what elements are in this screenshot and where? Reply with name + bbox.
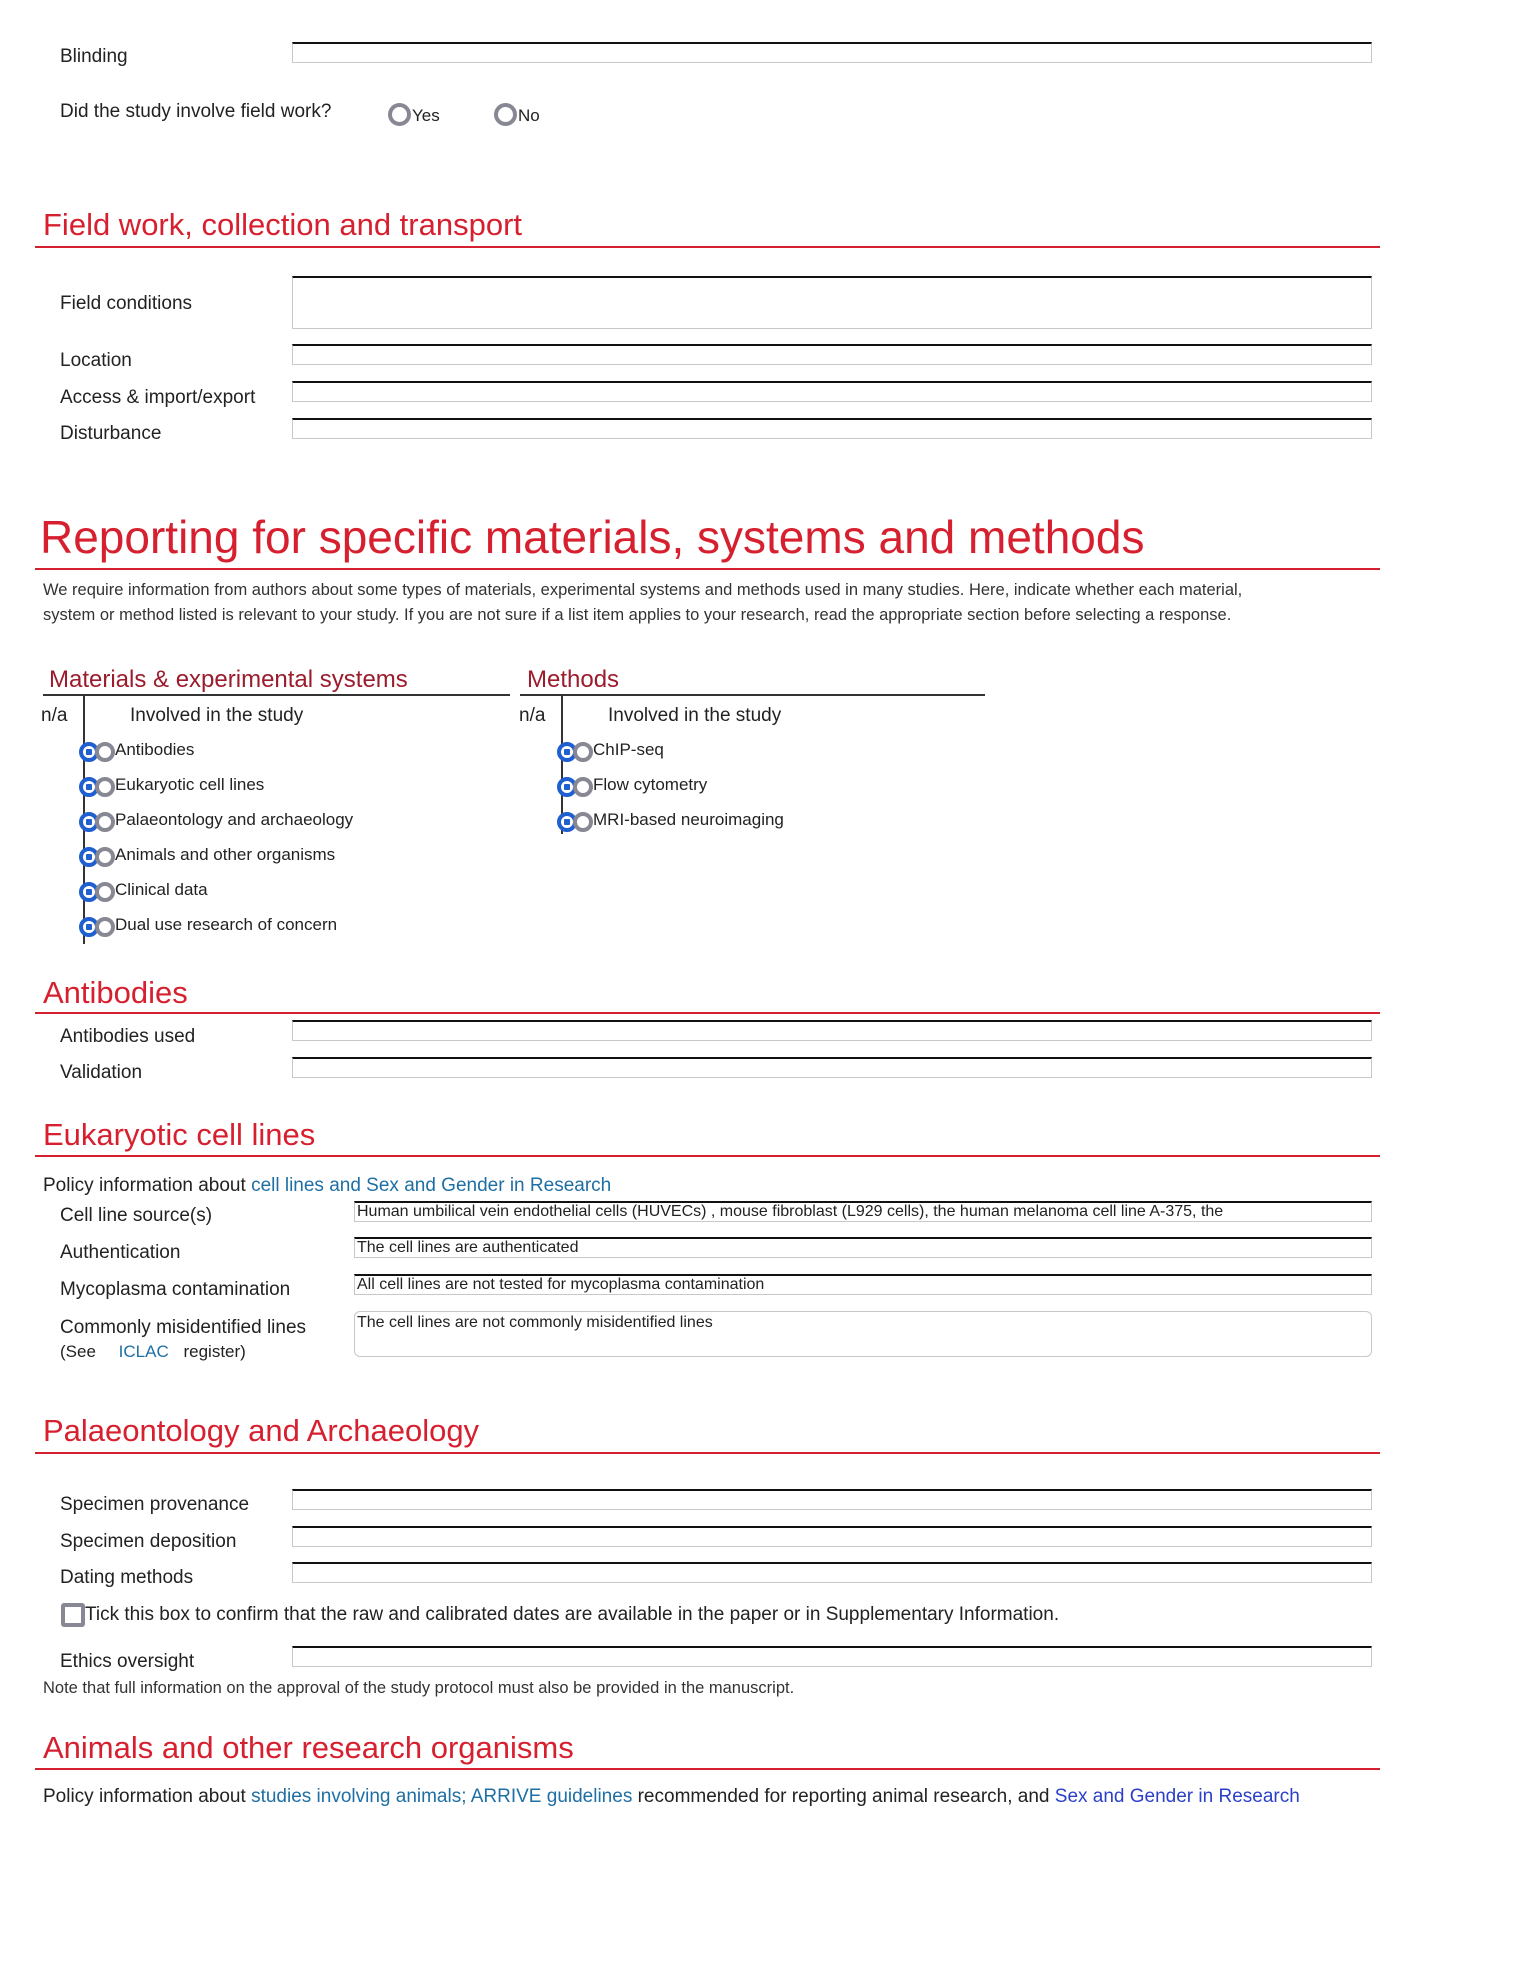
- arrive-link[interactable]: studies involving animals; ARRIVE guidelines: [251, 1786, 633, 1807]
- ethics-label: Ethics oversight: [60, 1651, 195, 1672]
- involved-checkbox[interactable]: [573, 777, 593, 797]
- palaeo-rule: [35, 1452, 1380, 1454]
- misidentified-label: Commonly misidentified lines: [60, 1317, 307, 1338]
- methods-title: Methods: [527, 666, 620, 693]
- involved-checkbox[interactable]: [573, 742, 593, 762]
- materials-item-label: Antibodies: [115, 740, 195, 759]
- validation-label: Validation: [60, 1062, 143, 1083]
- reporting-intro-line2: system or method listed is relevant to your study. If you are not sure if a list item applies to your research, read the appropriate section before selecting a response.: [43, 606, 1232, 624]
- ethics-note: Note that full information on the approval of the study protocol must also be provided in the manuscript.: [43, 1679, 795, 1697]
- reporting-title: Reporting for specific materials, systems and methods: [40, 511, 1145, 563]
- cell-line-source-label: Cell line source(s): [60, 1205, 213, 1226]
- animals-rule: [35, 1768, 1380, 1770]
- disturbance-field[interactable]: [292, 418, 1372, 439]
- validation-field[interactable]: [292, 1057, 1372, 1078]
- antibodies-rule: [35, 1012, 1380, 1014]
- location-field[interactable]: [292, 344, 1372, 365]
- policy-prefix: Policy information about: [43, 1175, 252, 1196]
- cell-line-source-field[interactable]: [354, 1201, 1372, 1222]
- provenance-field[interactable]: [292, 1489, 1372, 1510]
- field-conditions-field[interactable]: [292, 276, 1372, 329]
- authentication-value: The cell lines are authenticated: [357, 1239, 579, 1256]
- no-radio[interactable]: [494, 103, 517, 126]
- materials-na-header: n/a: [41, 705, 68, 726]
- involved-checkbox[interactable]: [95, 812, 115, 832]
- methods-item-label: MRI-based neuroimaging: [593, 810, 784, 829]
- iclac-link[interactable]: ICLAC: [118, 1342, 169, 1361]
- dates-confirm-text: Tick this box to confirm that the raw and calibrated dates are available in the paper or in Supplementary Information.: [85, 1604, 1060, 1625]
- materials-item-label: Palaeontology and archaeology: [115, 810, 354, 829]
- antibodies-used-label: Antibodies used: [60, 1026, 196, 1047]
- no-label: No: [518, 106, 540, 125]
- involved-checkbox[interactable]: [95, 847, 115, 867]
- deposition-label: Specimen deposition: [60, 1531, 237, 1552]
- cell-lines-policy: [43, 1175, 611, 1197]
- fieldwork-section-title: Field work, collection and transport: [43, 207, 523, 242]
- register-text: register): [183, 1342, 246, 1361]
- dating-label: Dating methods: [60, 1567, 194, 1588]
- cell-lines-title: Eukaryotic cell lines: [43, 1117, 316, 1152]
- involved-checkbox[interactable]: [573, 812, 593, 832]
- involved-checkbox[interactable]: [95, 777, 115, 797]
- methods-na-header: n/a: [519, 705, 546, 726]
- location-label: Location: [60, 350, 132, 371]
- authentication-label: Authentication: [60, 1242, 181, 1263]
- mycoplasma-field[interactable]: [354, 1274, 1372, 1295]
- access-field[interactable]: [292, 381, 1372, 402]
- animals-policy-mid: recommended for reporting animal research, and: [632, 1786, 1055, 1807]
- involved-checkbox[interactable]: [95, 917, 115, 937]
- fieldwork-rule: [35, 246, 1380, 248]
- dates-confirm-checkbox[interactable]: [61, 1603, 85, 1627]
- see-text: (See: [60, 1342, 96, 1361]
- authentication-field[interactable]: [354, 1237, 1372, 1258]
- animals-title: Animals and other research organisms: [43, 1730, 574, 1765]
- materials-item-label: Dual use research of concern: [115, 915, 338, 934]
- fieldwork-question: Did the study involve field work?: [60, 101, 332, 122]
- reporting-intro-line1: We require information from authors about some types of materials, experimental systems and methods used in many studies. Here, indicate whether each material,: [43, 581, 1243, 599]
- cell-lines-policy-link[interactable]: cell lines and Sex and Gender in Research: [251, 1175, 612, 1196]
- ethics-field[interactable]: [292, 1646, 1372, 1667]
- materials-item-label: Animals and other organisms: [115, 845, 336, 864]
- animals-policy: [43, 1786, 1300, 1808]
- materials-item-label: Clinical data: [115, 880, 208, 899]
- misidentified-value: The cell lines are not commonly misidentified lines: [357, 1314, 713, 1331]
- methods-involved-header: Involved in the study: [608, 705, 782, 726]
- sex-gender-link[interactable]: Sex and Gender in Research: [1054, 1786, 1300, 1807]
- materials-item-label: Eukaryotic cell lines: [115, 775, 265, 794]
- deposition-field[interactable]: [292, 1526, 1372, 1547]
- dating-field[interactable]: [292, 1562, 1372, 1583]
- materials-involved-header: Involved in the study: [130, 705, 304, 726]
- field-conditions-label: Field conditions: [60, 293, 193, 314]
- reporting-rule: [35, 568, 1380, 570]
- involved-checkbox[interactable]: [95, 742, 115, 762]
- materials-rule: [43, 694, 510, 696]
- misidentified-field[interactable]: [354, 1311, 1372, 1357]
- disturbance-label: Disturbance: [60, 423, 162, 444]
- cell-line-source-value: Human umbilical vein endothelial cells (HUVECs) , mouse fibroblast (L929 cells), the human melanoma cell line A-375, the: [357, 1203, 1224, 1220]
- methods-item-label: Flow cytometry: [593, 775, 708, 794]
- yes-label: Yes: [412, 106, 440, 125]
- animals-policy-prefix: Policy information about: [43, 1786, 252, 1807]
- involved-checkbox[interactable]: [95, 882, 115, 902]
- materials-title: Materials & experimental systems: [49, 666, 408, 693]
- reporting-intro: [43, 578, 1242, 628]
- blinding-label: Blinding: [60, 46, 128, 67]
- iclac-note: [60, 1342, 246, 1362]
- antibodies-title: Antibodies: [43, 975, 188, 1010]
- yes-radio[interactable]: [388, 103, 411, 126]
- provenance-label: Specimen provenance: [60, 1494, 250, 1515]
- access-label: Access & import/export: [60, 387, 256, 408]
- mycoplasma-value: All cell lines are not tested for mycoplasma contamination: [357, 1276, 765, 1293]
- methods-rule: [520, 694, 985, 696]
- antibodies-used-field[interactable]: [292, 1020, 1372, 1041]
- blinding-field[interactable]: [292, 42, 1372, 63]
- methods-item-label: ChIP-seq: [593, 740, 664, 759]
- mycoplasma-label: Mycoplasma contamination: [60, 1279, 291, 1300]
- palaeo-title: Palaeontology and Archaeology: [43, 1413, 480, 1448]
- cell-lines-rule: [35, 1155, 1380, 1157]
